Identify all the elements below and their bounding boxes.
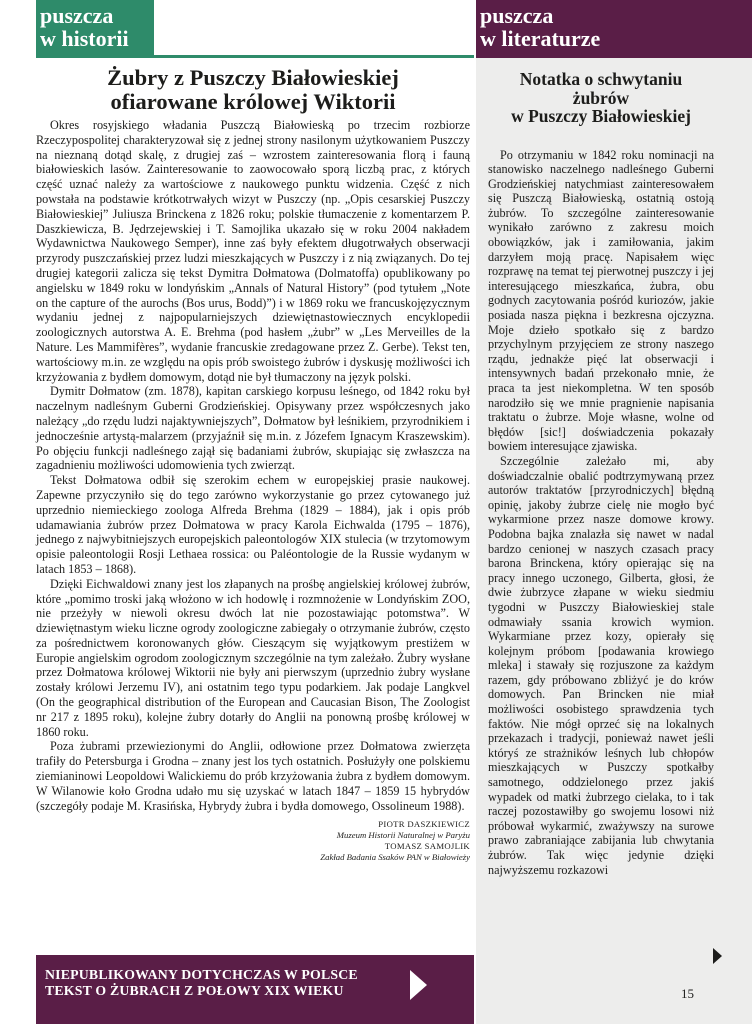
section-header-history [36,0,474,58]
article [36,62,470,863]
article-body [36,118,470,813]
note-title: Notatka o schwytaniu żubrów w Puszczy Białowieskiej [511,69,691,126]
author-institution: Muzeum Historii Naturalnej w Paryżu [336,830,470,841]
bottom-banner [36,955,474,1024]
note-paragraph: Po otrzymaniu w 1842 roku nominacji na stanowisko naczelnego nadleśnego Guberni Grodzieńskiej natychmiast zainteresowałem się Puszczą Białowieską, ostatnią ostoją żubrów. To szczególne zainteresowanie wynikało zarówno z zakresu moich obowiązków, jak i zamiłowania, jakim darzyłem moją pracę. Napisałem więc rozprawę na temat tej pierwotnej puszczy i jej interesującego mieszkańca, żubra, obu godnych zacytowania pośród kuriozów, jakie posiada nasza piękna i bezkresna ojczyzna. Moje dzieło spotkało się z bardzo przychylnym przyjęciem ze strony naszego rządu, jednakże pięć lat obserwacji i intensywnych badań przekonało mnie, że praca ta jest niekompletna. W ten sposób narodziło się we mnie pragnienie napisania traktatu o żubrze. Moje własne, wolne od błędów [sic!] doświadczenia pokazały bowiem interesujące zjawiska. [488,147,714,454]
continue-arrow-icon [713,948,722,964]
author-signoff [36,819,470,863]
author-name: PIOTR DASZKIEWICZ [378,819,470,830]
section-tab-literature [476,0,752,58]
author-institution: Zakład Badania Ssaków PAN w Białowieży [320,852,470,863]
article-paragraph: Okres rosyjskiego władania Puszczą Białowieską po trzecim rozbiorze Rzeczypospolitej charakteryzował się z jednej strony nasilonym użytkowaniem Puszczy na nieznaną dotąd skalę, z drugiej zaś – wzrostem zainteresowania florą i fauną białowieskich lasów. Zainteresowanie to zaowocowało sporą liczbą prac, z których część uznać należy za wartościowe z naukowego punktu widzenia. Część z nich powstała na podstawie krótkotrwałych wizyt w Puszczy (np. „Opis cesarskiej Puszczy Białowieskiej” Juliusza Brinckena z 1826 roku; polskie tłumaczenie z komentarzem P. Daszkiewicza, B. Jędrzejewskiej i T. Samojlika ukazało się w roku 2004 nakładem Wydawnictwa Naukowego Semper), inne zaś były efektem długotrwałych obserwacji przyrody puszczańskiej przez ludzi mieszkających w Puszczy i z nią związanych. Do tej drugiej kategorii zalicza się tekst Dymitra Dołmatowa (Dolmatoffa) opublikowany po angielsku w 1849 roku w londyńskim „Annals of Natural History” (pod tytułem „Note on the capture of the aurochs (Bos urus, Bodd)”) i w 1869 roku we francuskojęzycznym wydaniu jednej z najpopularniejszych dziewiętnastowiecznych encyklopedii zoologicznych autorstwa A. E. Brehma (pod hasłem „żubr” w „Les Merveilles de la Nature. Les Mammifères”, wydanie francuskie zredagowane przez Z. Gerbe). Tekst ten, wartościowy m.in. ze względu na opis prób swoistego żubrów i dyskusję możliwości ich krzyżowania z bydłem domowym, dotąd nie był tłumaczony na język polski. [36,118,470,384]
article-title: Żubry z Puszczy Białowieskiej ofiarowane królowej Wiktorii [107,65,399,114]
article-paragraph: Dzięki Eichwaldowi znany jest los złapanych na prośbę angielskiej królowej żubrów, które „pomimo troski jaką włożono w ich hodowlę i rozmnożenie w Londyńskim ZOO, nie przeżyły w niewoli okresu dwóch lat nie pozostawiając potomstwa”. W dziewiętnastym wieku liczne ogrody zoologiczne zabiegały o otrzymanie żubrów, często za pośrednictwem koronowanych głów. Cieszącym się wyjątkowym prestiżem w Europie angielskim ogrodom zoologicznym szczególnie na tym zależało. Żubry wysłane przez Dołmatowa królowej Wiktorii nie były ani pierwszym (uprzednio żubry wysłane zostały królowi Jerzemu IV), ani ostatnim tego typu podarkiem. Jak podaje Langkvel (On the geographical distribution of the European and Caucasian Bison, The Zoologist nr 217 z 1895 roku), kolejne żubry dotarły do Anglii na ponowną prośbę królowej w 1860 roku. [36,576,470,739]
section-title-history: puszcza w historii [40,3,129,51]
arrow-right-icon [410,970,427,1000]
section-tab-history [36,0,154,58]
note-paragraph: Szczególnie zależało mi, aby doświadczalnie obalić podtrzymywaną przez autorów traktatów [przyrodniczych] błędną opinię, jakoby żubrze cielę nie mogło być wykarmione przez nasze domowe krowy. Podobna bajka znalazła się nawet w nadal bardzo cenionej w naszych czasach pracy barona Brinckena, który opierając się na pracy innego uczonego, Gilberta, głosi, że dwie żubrzyce złapane w wieku siedmiu tygodni w Puszczy Białowieskiej stale odmawiały ssania krowich wymion. Wykarmiane przez kozy, opierały się kolejnym próbom [podawania krowiego mleka] i stawały się rozjuszone za każdym razem, gdy próbowano zbliżyć je do krów domowych. Pan Brincken nie miał możliwości osobistego sprawdzenia tych faktów. Nie mógł oprzeć się na lokalnych przekazach i tradycji, ponieważ nawet jeśli któryś ze strażników leśnych lub chłopów mieszkających w Puszczy spotkałby samotnego, oddzielonego przez jakiś wypadek od matki żubrzego cielaka, to i tak raczej pozostawiłby go swojemu losowi niż próbował wykarmić, zważywszy na surowe prawo zabraniające zabijania lub chwytania żubrów. Tak więc jedynie dzięki najwyższemu rozkazowi [488,453,714,877]
page-number: 15 [681,986,694,1001]
banner-text: NIEPUBLIKOWANY DOTYCHCZAS W POLSCE TEKST O ŻUBRACH Z POŁOWY XIX WIEKU [45,967,358,998]
section-rule [36,55,474,58]
article-paragraph: Dymitr Dołmatow (zm. 1878), kapitan carskiego korpusu leśnego, od 1842 roku był naczelnym nadleśnym Guberni Grodzieńskiej. Opisywany przez współczesnych jako należący „do rzędu ludzi najaktywniejszych”, Dołmatow był leśnikiem, przyrodnikiem i jednocześnie artystą-malarzem (przyjaźnił się m.in. z Józefem Ignacym Kraszewskim). Po objęciu funkcji nadleśnego zajął się badaniami żubrów, skupiając się zwłaszcza na zagadnieniu możliwości udomowienia tych zwierząt. [36,384,470,473]
article-paragraph: Poza żubrami przewiezionymi do Anglii, odłowione przez Dołmatowa zwierzęta trafiły do Petersburga i Grodna – znany jest los tych ostatnich. Posłużyły one polskiemu ziemianinowi Leopoldowi Walickiemu do prób krzyżowania żubra z bydłem domowym. W Wilanowie koło Grodna udało mu się uzyskać w latach 1847 – 1859 15 hybrydów (szczegóły podaje M. Krasińska, Hybrydy żubra i bydła domowego, Ossolineum 1988). [36,739,470,813]
note-content [488,70,714,877]
author-name: TOMASZ SAMOJLIK [384,841,470,852]
section-title-literature: puszcza w literaturze [480,3,601,51]
note-sidebar [476,58,752,1024]
note-body [488,148,714,878]
article-paragraph: Tekst Dołmatowa odbił się szerokim echem w europejskiej prasie naukowej. Zapewne przyczyniło się do tego zarówno wykorzystanie go przez cytowanego już uprzednio niemieckiego zoologa Alfreda Brehma (1829 – 1884), jak i opis prób udamawiania żubrów przez Dołmatowa w pracy Karola Eichwalda (1795 – 1876), jednego z najwybitniejszych europejskich paleontologów XIX stulecia (w trzytomowym opisie paleontologii Rosji Lethaea rossica: ou Paléontologie de la Russie wydanym w latach 1853 – 1868). [36,473,470,576]
